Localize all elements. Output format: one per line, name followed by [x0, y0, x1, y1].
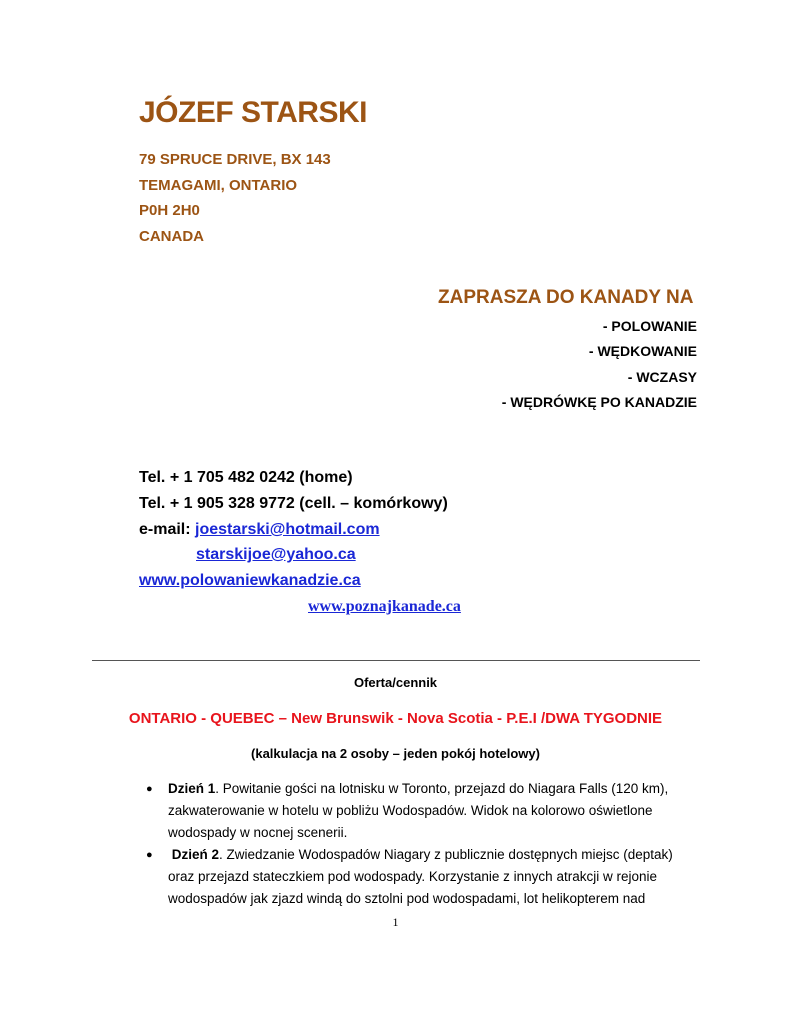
invite-heading: ZAPRASZA DO KANADY NA	[438, 287, 694, 308]
activity-vacation: - WCZASY	[627, 369, 697, 385]
activity-hiking: - WĘDRÓWKĘ PO KANADZIE	[501, 394, 697, 410]
bullet-icon: ●	[146, 849, 153, 861]
day-text: oraz przejazd stateczkiem pod wodospady. Korzystanie z innych atrakcji w rejonie	[168, 869, 657, 884]
day-text: zakwaterowanie w hotelu w pobliżu Wodospadów. Widok na kolorowo oświetlone	[168, 803, 653, 818]
day-label: Dzień 2	[171, 847, 220, 862]
address-line-country: CANADA	[139, 228, 204, 245]
list-item	[146, 844, 708, 910]
itinerary-list	[146, 778, 708, 910]
activity-hunting: - POLOWANIE	[602, 318, 697, 334]
day-text: wodospadów jak zjazd windą do sztolni pod wodospadami, lot helikopterem nad	[168, 891, 646, 906]
address-line-street: 79 SPRUCE DRIVE, BX 143	[139, 151, 331, 168]
website-row-2	[308, 598, 461, 616]
phone-home: Tel. + 1 705 482 0242 (home)	[139, 469, 353, 486]
offer-title: Oferta/cennik	[353, 675, 438, 690]
horizontal-divider	[92, 660, 700, 661]
email-link-hotmail[interactable]: joestarski@hotmail.com	[195, 521, 380, 538]
calculation-note: (kalkulacja na 2 osoby – jeden pokój hotelowy)	[251, 746, 540, 761]
day-text: . Zwiedzanie Wodospadów Niagary z publicznie dostępnych miejsc (deptak)	[219, 847, 673, 862]
address-line-city: TEMAGAMI, ONTARIO	[139, 177, 298, 194]
day-label: Dzień 1	[168, 781, 216, 796]
day-line	[168, 778, 708, 800]
page-title: JÓZEF STARSKI	[139, 96, 367, 129]
day-text: wodospady w nocnej scenerii.	[168, 825, 348, 840]
phone-cell: Tel. + 1 905 328 9772 (cell. – komórkowy)	[139, 495, 448, 512]
website-link-poznajkanade[interactable]: www.poznajkanade.ca	[308, 598, 461, 615]
website-row	[139, 572, 361, 590]
list-item	[146, 778, 708, 844]
route-heading: ONTARIO - QUEBEC – New Brunswik - Nova Scotia - P.E.I /DWA TYGODNIE	[128, 710, 663, 727]
email-link-yahoo[interactable]: starskijoe@yahoo.ca	[196, 546, 356, 563]
email-row	[139, 521, 380, 539]
email-row-2	[196, 546, 356, 564]
email-label: e-mail:	[139, 521, 196, 538]
website-link-polowanie[interactable]: www.polowaniewkanadzie.ca	[139, 572, 361, 589]
bullet-icon: ●	[146, 783, 153, 795]
day-line	[168, 844, 708, 866]
address-line-postal: P0H 2H0	[139, 202, 200, 219]
page-number: 1	[392, 915, 399, 929]
activity-fishing: - WĘDKOWANIE	[588, 343, 697, 359]
day-text: . Powitanie gości na lotnisku w Toronto, przejazd do Niagara Falls (120 km),	[215, 781, 669, 796]
